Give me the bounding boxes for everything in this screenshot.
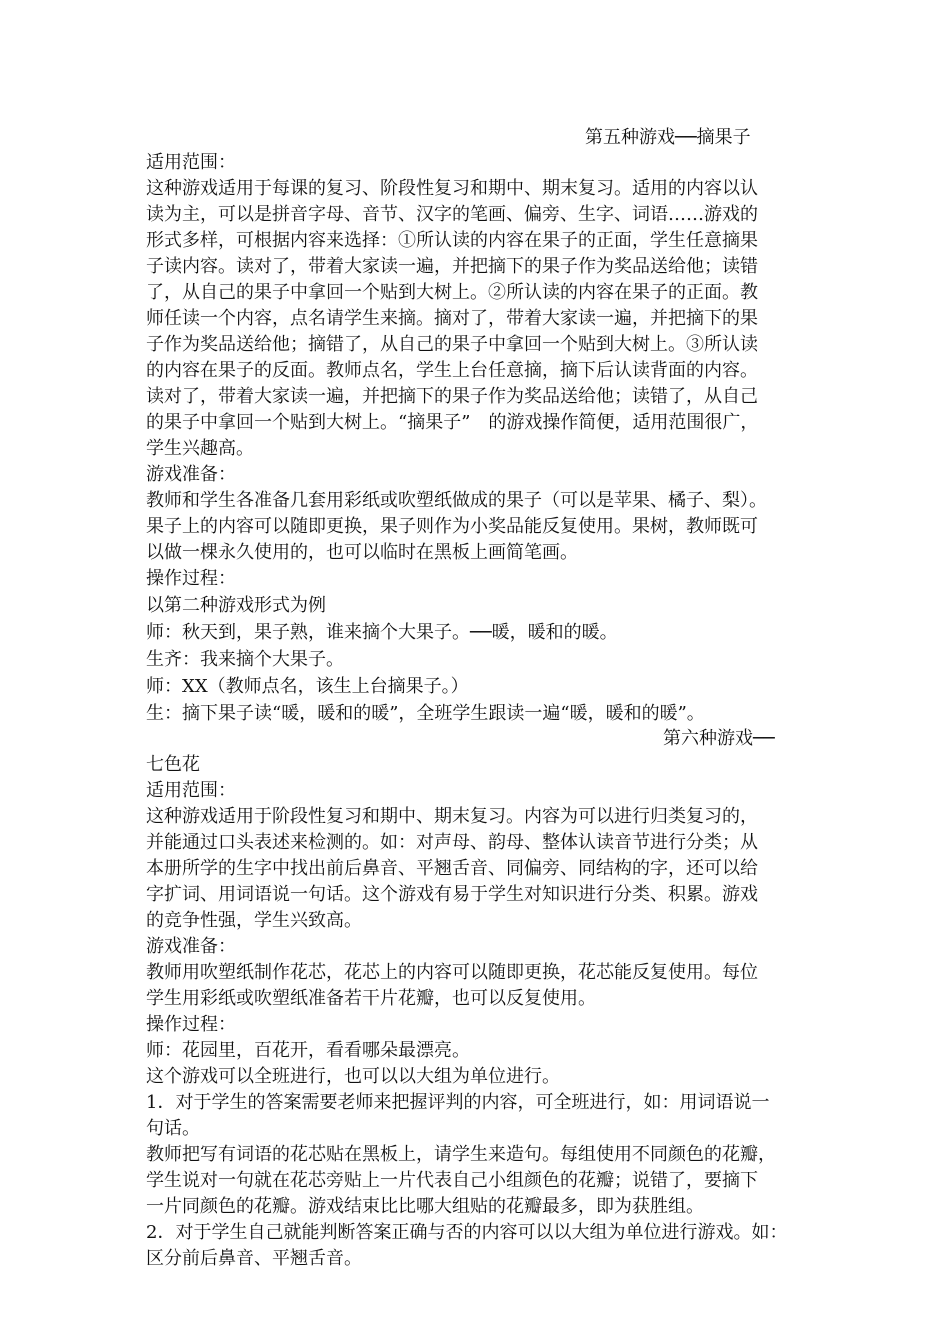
section5-process-line: 生：摘下果子读“暖，暖和的暖”，全班学生跟读一遍“暖，暖和的暖”。 <box>146 703 705 724</box>
section5-scope-line: 形式多样，可根据内容来选择：①所认读的内容在果子的正面，学生任意摘果 <box>146 230 758 251</box>
section6-scope-line: 字扩词、用词语说一句话。这个游戏有易于学生对知识进行分类、积累。游戏 <box>146 884 758 905</box>
section6-process-line: 1．对于学生的答案需要老师来把握评判的内容，可全班进行，如：用词语说一 <box>146 1092 770 1113</box>
section5-scope-line: 师任读一个内容，点名请学生来摘。摘对了，带着大家读一遍，并把摘下的果 <box>146 308 758 329</box>
section5-scope-line: 子作为奖品送给他；摘错了，从自己的果子中拿回一个贴到大树上。③所认读 <box>146 334 758 355</box>
section5-scope-line: 的果子中拿回一个贴到大树上。“摘果子” 的游戏操作简便，适用范围很广， <box>146 412 759 433</box>
section6-process-line: 学生说对一句就在花芯旁贴上一片代表自己小组颜色的花瓣；说错了，要摘下 <box>146 1170 758 1191</box>
section6-process-line: 这个游戏可以全班进行，也可以以大组为单位进行。 <box>146 1066 560 1087</box>
section5-prep-label: 游戏准备： <box>146 464 236 485</box>
section6-prep-label: 游戏准备： <box>146 936 236 957</box>
section6-process-line: 2．对于学生自己就能判断答案正确与否的内容可以以大组为单位进行游戏。如： <box>146 1222 788 1243</box>
section6-title: 第六种游戏── <box>663 728 775 749</box>
section5-title: 第五种游戏──摘果子 <box>585 127 751 148</box>
section5-process-line: 以第二种游戏形式为例 <box>146 595 326 616</box>
section5-prep-line: 果子上的内容可以随即更换，果子则作为小奖品能反复使用。果树，教师既可 <box>146 516 758 537</box>
section5-scope-line: 这种游戏适用于每课的复习、阶段性复习和期中、期末复习。适用的内容以认 <box>146 178 758 199</box>
section5-scope-line: 学生兴趣高。 <box>146 438 254 459</box>
section6-process-line: 教师把写有词语的花芯贴在黑板上，请学生来造句。每组使用不同颜色的花瓣， <box>146 1144 776 1165</box>
section6-process-line: 一片同颜色的花瓣。游戏结束比比哪大组贴的花瓣最多，即为获胜组。 <box>146 1196 704 1217</box>
section6-scope-line: 这种游戏适用于阶段性复习和期中、期末复习。内容为可以进行归类复习的， <box>146 806 758 827</box>
section6-prep-line: 教师用吹塑纸制作花芯，花芯上的内容可以随即更换，花芯能反复使用。每位 <box>146 962 758 983</box>
section5-process-line: 师：XX（教师点名，该生上台摘果子。） <box>146 676 469 697</box>
section6-scope-line: 并能通过口头表述来检测的。如：对声母、韵母、整体认读音节进行分类；从 <box>146 832 758 853</box>
section6-process-label: 操作过程： <box>146 1014 236 1035</box>
section5-prep-line: 以做一棵永久使用的，也可以临时在黑板上画简笔画。 <box>146 542 578 563</box>
section6-scope-line: 的竞争性强，学生兴致高。 <box>146 910 362 931</box>
section5-scope-line: 读对了，带着大家读一遍，并把摘下的果子作为奖品送给他；读错了，从自己 <box>146 386 758 407</box>
section6-process-line: 句话。 <box>146 1118 200 1139</box>
section5-process-label: 操作过程： <box>146 568 236 589</box>
section6-prep-line: 学生用彩纸或吹塑纸准备若干片花瓣，也可以反复使用。 <box>146 988 596 1009</box>
section6-scope-label: 适用范围： <box>146 780 236 801</box>
section6-title-continued: 七色花 <box>146 754 200 775</box>
section6-scope-line: 本册所学的生字中找出前后鼻音、平翘舌音、同偏旁、同结构的字，还可以给 <box>146 858 758 879</box>
section6-process-line: 师：花园里，百花开，看看哪朵最漂亮。 <box>146 1040 470 1061</box>
section5-process-line: 生齐：我来摘个大果子。 <box>146 649 344 670</box>
section5-prep-line: 教师和学生各准备几套用彩纸或吹塑纸做成的果子（可以是苹果、橘子、梨）。 <box>146 490 767 511</box>
section5-scope-label: 适用范围： <box>146 152 236 173</box>
section6-process-line: 区分前后鼻音、平翘舌音。 <box>146 1248 362 1269</box>
section5-process-line: 师：秋天到，果子熟，谁来摘个大果子。──暖，暖和的暖。 <box>146 622 618 643</box>
section5-scope-line: 子读内容。读对了，带着大家读一遍，并把摘下的果子作为奖品送给他；读错 <box>146 256 758 277</box>
section5-scope-line: 读为主，可以是拼音字母、音节、汉字的笔画、偏旁、生字、词语……游戏的 <box>146 204 758 225</box>
section5-scope-line: 的内容在果子的反面。教师点名，学生上台任意摘，摘下后认读背面的内容。 <box>146 360 758 381</box>
section5-scope-line: 了，从自己的果子中拿回一个贴到大树上。②所认读的内容在果子的正面。教 <box>146 282 758 303</box>
